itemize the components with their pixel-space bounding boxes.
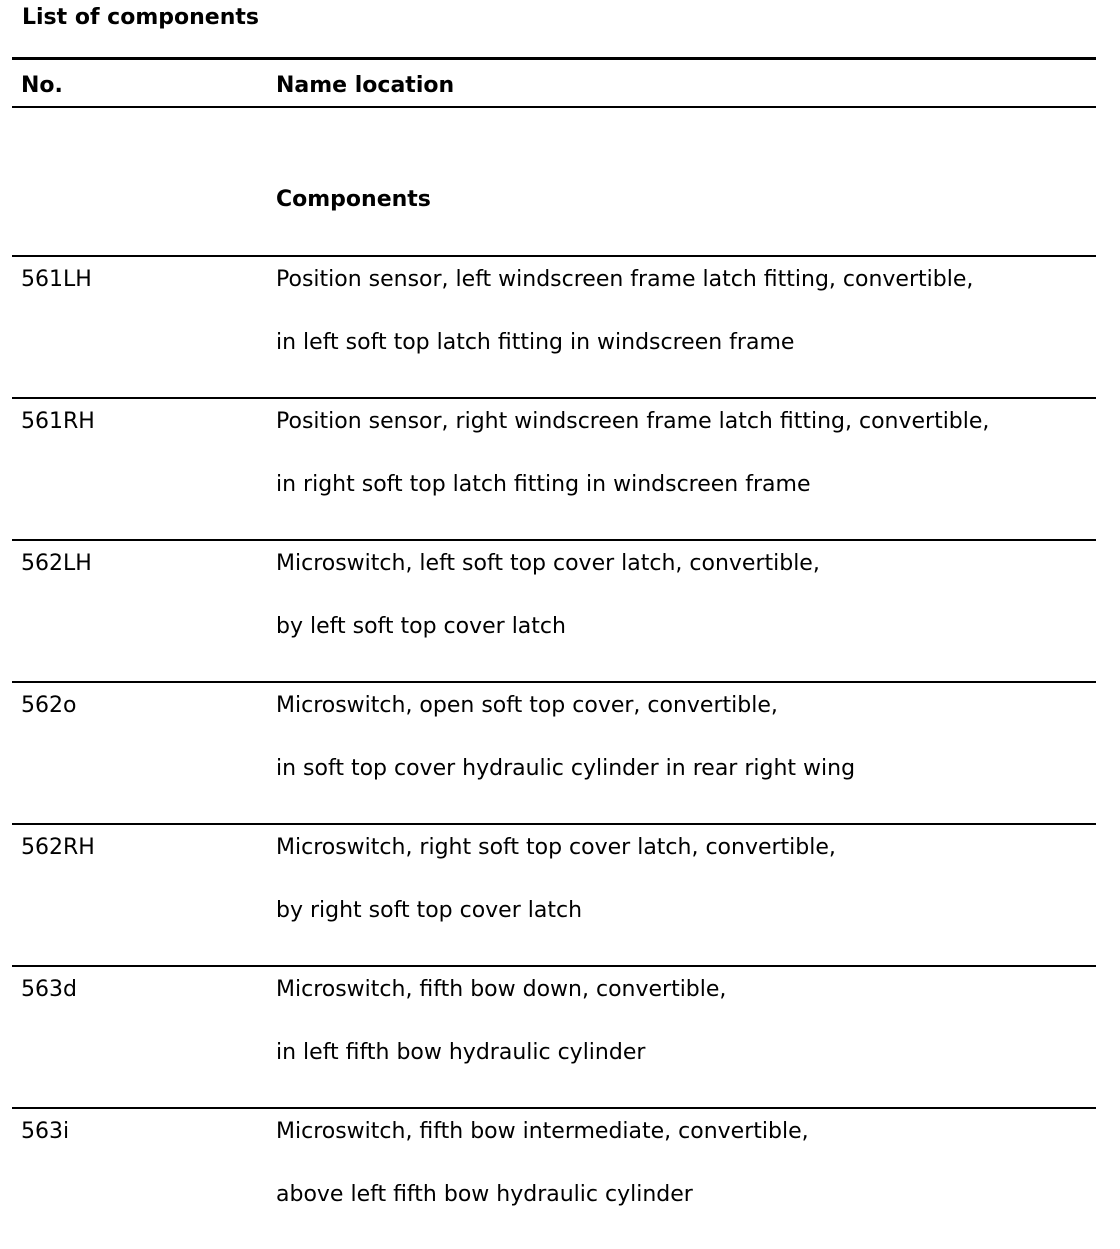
components-table-body <box>0 255 1120 1249</box>
component-location: in left soft top latch fitting in windscreen frame <box>276 330 795 355</box>
component-name: Microswitch, left soft top cover latch, convertible, <box>276 551 820 576</box>
component-number: 561LH <box>21 267 92 292</box>
component-name: Microswitch, open soft top cover, convertible, <box>276 693 778 718</box>
component-name: Microswitch, right soft top cover latch, convertible, <box>276 835 836 860</box>
component-location: by right soft top cover latch <box>276 898 583 923</box>
component-number: 562o <box>21 693 77 718</box>
component-name: Microswitch, fifth bow down, convertible, <box>276 977 727 1002</box>
table-row <box>0 255 1120 397</box>
table-row <box>0 965 1120 1107</box>
table-row <box>0 539 1120 681</box>
component-number: 563i <box>21 1119 70 1144</box>
header-bottom-rule <box>12 106 1096 108</box>
table-top-rule <box>12 57 1096 60</box>
table-row <box>0 681 1120 823</box>
table-row <box>0 823 1120 965</box>
row-divider <box>12 681 1096 683</box>
component-name: Position sensor, left windscreen frame latch fitting, convertible, <box>276 267 974 292</box>
row-divider <box>12 255 1096 257</box>
column-header-no: No. <box>21 73 63 98</box>
component-name: Position sensor, right windscreen frame latch fitting, convertible, <box>276 409 990 434</box>
component-location: in left fifth bow hydraulic cylinder <box>276 1040 646 1065</box>
table-row <box>0 397 1120 539</box>
row-divider <box>12 823 1096 825</box>
component-location: above left fifth bow hydraulic cylinder <box>276 1182 693 1207</box>
row-divider <box>12 539 1096 541</box>
component-name: Microswitch, fifth bow intermediate, convertible, <box>276 1119 809 1144</box>
table-row <box>0 1107 1120 1249</box>
row-divider <box>12 397 1096 399</box>
component-number: 561RH <box>21 409 95 434</box>
row-divider <box>12 1107 1096 1109</box>
component-location: in right soft top latch fitting in windscreen frame <box>276 472 811 497</box>
component-number: 562LH <box>21 551 92 576</box>
component-number: 562RH <box>21 835 95 860</box>
component-location: in soft top cover hydraulic cylinder in rear right wing <box>276 756 856 781</box>
component-number: 563d <box>21 977 77 1002</box>
section-title: Components <box>276 187 431 212</box>
column-header-name-location: Name location <box>276 73 455 98</box>
component-location: by left soft top cover latch <box>276 614 566 639</box>
page-title: List of components <box>22 5 259 30</box>
row-divider <box>12 965 1096 967</box>
